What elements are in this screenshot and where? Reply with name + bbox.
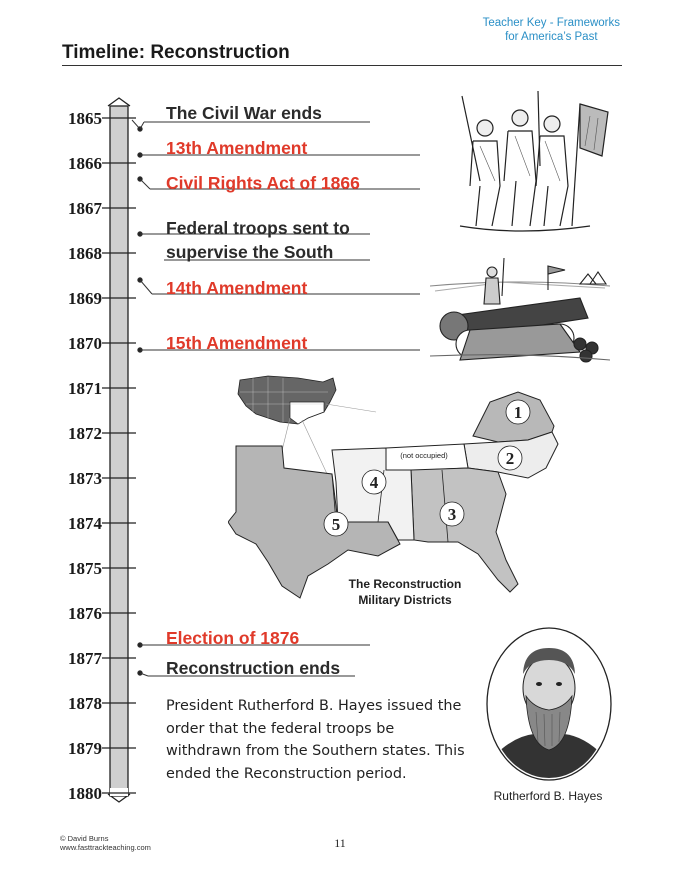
hayes-paragraph: President Rutherford B. Hayes issued the order that the federal troops be withdrawn from the Southern states. This ended the Reconstruction period. <box>166 698 465 782</box>
page-number: 11 <box>334 836 346 850</box>
event-13th-amendment: 13th Amendment <box>166 138 308 158</box>
not-occupied-label: (not occupied) <box>400 451 448 460</box>
event-civil-rights-act: Civil Rights Act of 1866 <box>166 173 360 193</box>
portrait-caption: Rutherford B. Hayes <box>493 789 603 803</box>
event-election-1876: Election of 1876 <box>166 628 300 648</box>
map-caption-line2: Military Districts <box>358 593 452 607</box>
year-label: 1874 <box>68 514 102 533</box>
year-label: 1870 <box>68 334 102 353</box>
year-label: 1878 <box>68 694 102 713</box>
year-label: 1865 <box>68 109 102 128</box>
website-link[interactable]: www.fasttrackteaching.com <box>60 843 151 852</box>
year-label: 1871 <box>68 379 102 398</box>
year-label: 1875 <box>68 559 102 578</box>
title-rule <box>62 65 622 66</box>
year-label: 1867 <box>68 199 102 218</box>
year-label: 1876 <box>68 604 102 623</box>
page-title: Timeline: Reconstruction <box>62 42 290 63</box>
year-label: 1873 <box>68 469 102 488</box>
footer-copyright <box>60 834 151 852</box>
teacher-key-line2: for America’s Past <box>505 31 598 43</box>
teacher-key-line1: Teacher Key - Frameworks <box>482 17 620 29</box>
district-number: 2 <box>505 449 515 468</box>
district-number: 3 <box>447 505 457 524</box>
event-15th-amendment: 15th Amendment <box>166 333 308 353</box>
event-civil-war-ends: The Civil War ends <box>166 103 322 123</box>
district-number: 5 <box>331 515 341 534</box>
year-label: 1877 <box>68 649 102 668</box>
teacher-key-label <box>483 16 620 44</box>
year-label: 1880 <box>68 784 102 803</box>
year-label: 1868 <box>68 244 102 263</box>
us-inset-map <box>238 376 336 424</box>
year-label: 1879 <box>68 739 102 758</box>
event-federal-troops-line1: Federal troops sent to <box>166 218 350 238</box>
event-federal-troops <box>166 216 350 264</box>
event-reconstruction-ends: Reconstruction ends <box>166 658 341 678</box>
map-caption <box>330 576 480 608</box>
soldiers-illustration <box>440 86 610 236</box>
event-14th-amendment: 14th Amendment <box>166 278 308 298</box>
event-federal-troops-line2: supervise the South <box>166 242 334 262</box>
district-number: 1 <box>513 403 523 422</box>
cannon-illustration <box>430 256 610 366</box>
year-label: 1869 <box>68 289 102 308</box>
district-number: 4 <box>369 473 379 492</box>
year-label: 1866 <box>68 154 102 173</box>
hayes-portrait <box>484 626 614 782</box>
year-label: 1872 <box>68 424 102 443</box>
map-caption-line1: The Reconstruction <box>348 577 462 591</box>
copyright-text: © David Burns <box>60 834 109 843</box>
